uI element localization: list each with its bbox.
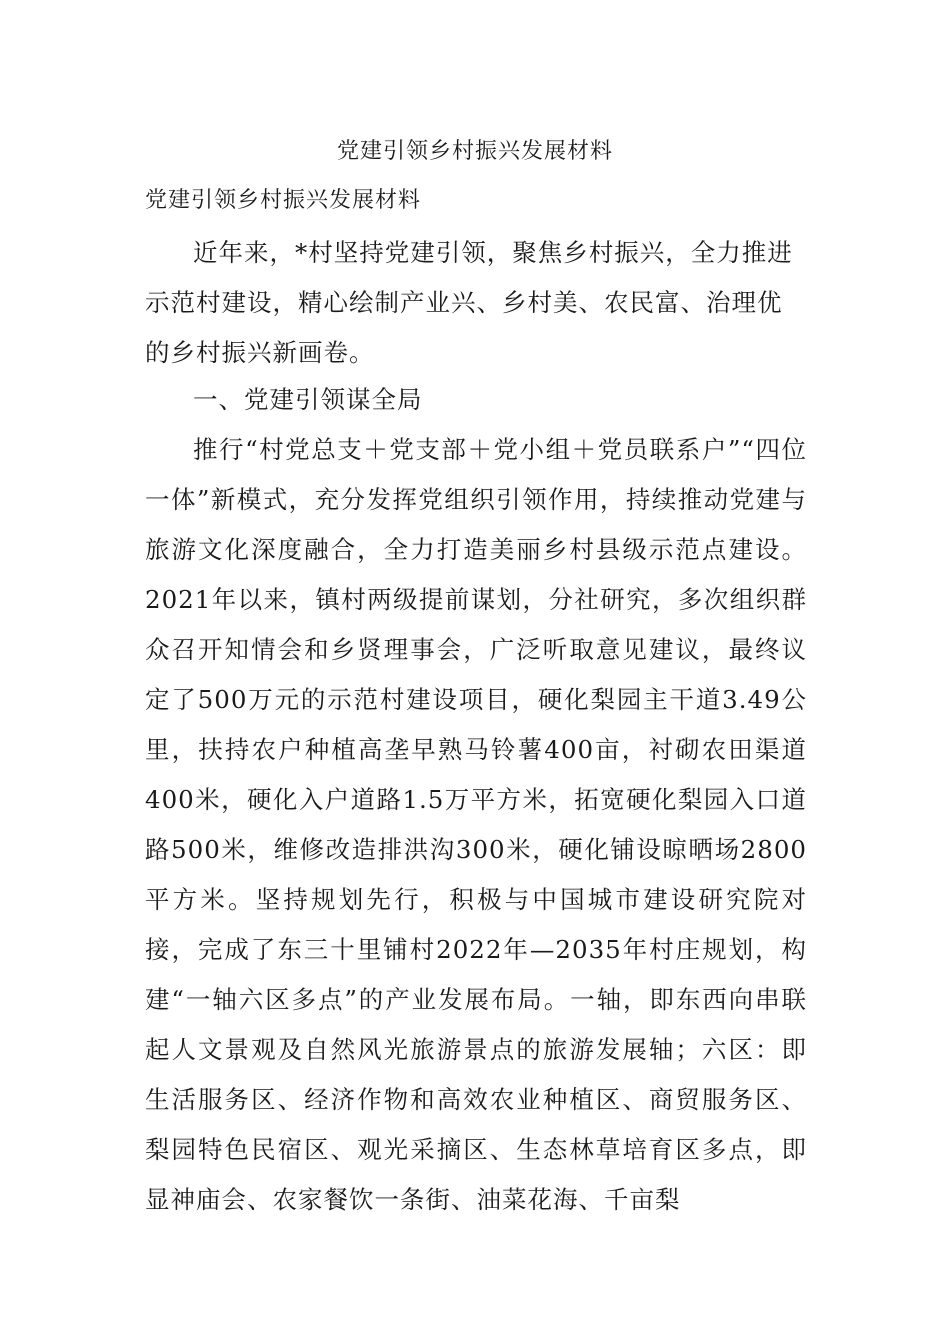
document-title: 党建引领乡村振兴发展材料 [336,139,613,164]
document-subtitle: 党建引领乡村振兴发展材料 [145,188,422,213]
section-1-heading: 一、党建引领谋全局 [193,385,423,414]
intro-paragraph: 近年来，*村坚持党建引领，聚焦乡村振兴，全力推进示范村建设，精心绘制产业兴、乡村美、农民富、治理优的乡村振兴新画卷。 [145,238,793,367]
section-1-paragraph: 推行“村党总支＋党支部＋党小组＋党员联系户”“四位一体”新模式，充分发挥党组织引领作用，持续推动党建与旅游文化深度融合，全力打造美丽乡村县级示范点建设。2021年以来，镇村两级提前谋划，分社研究，多次组织群众召开知情会和乡贤理事会，广泛听取意见建议，最终议定了500万元的示范村建设项目，硬化梨园主干道3.49公里，扶持农户种植高垄早熟马铃薯400亩，衬砌农田渠道400米，硬化入户道路1.5万平方米，拓宽硬化梨园入口道路500米，维修改造排洪沟300米，硬化铺设晾晒场2800平方米。坚持规划先行，积极与中国城市建设研究院对接，完成了东三十里铺村2022年—2035年村庄规划，构建“一轴六区多点”的产业发展布局。一轴，即东西向串联起人文景观及自然风光旅游景点的旅游发展轴；六区：即生活服务区、经济作物和高效农业种植区、商贸服务区、梨园特色民宿区、观光采摘区、生态林草培育区多点，即显神庙会、农家餐饮一条街、油菜花海、千亩梨 [145,435,807,1214]
